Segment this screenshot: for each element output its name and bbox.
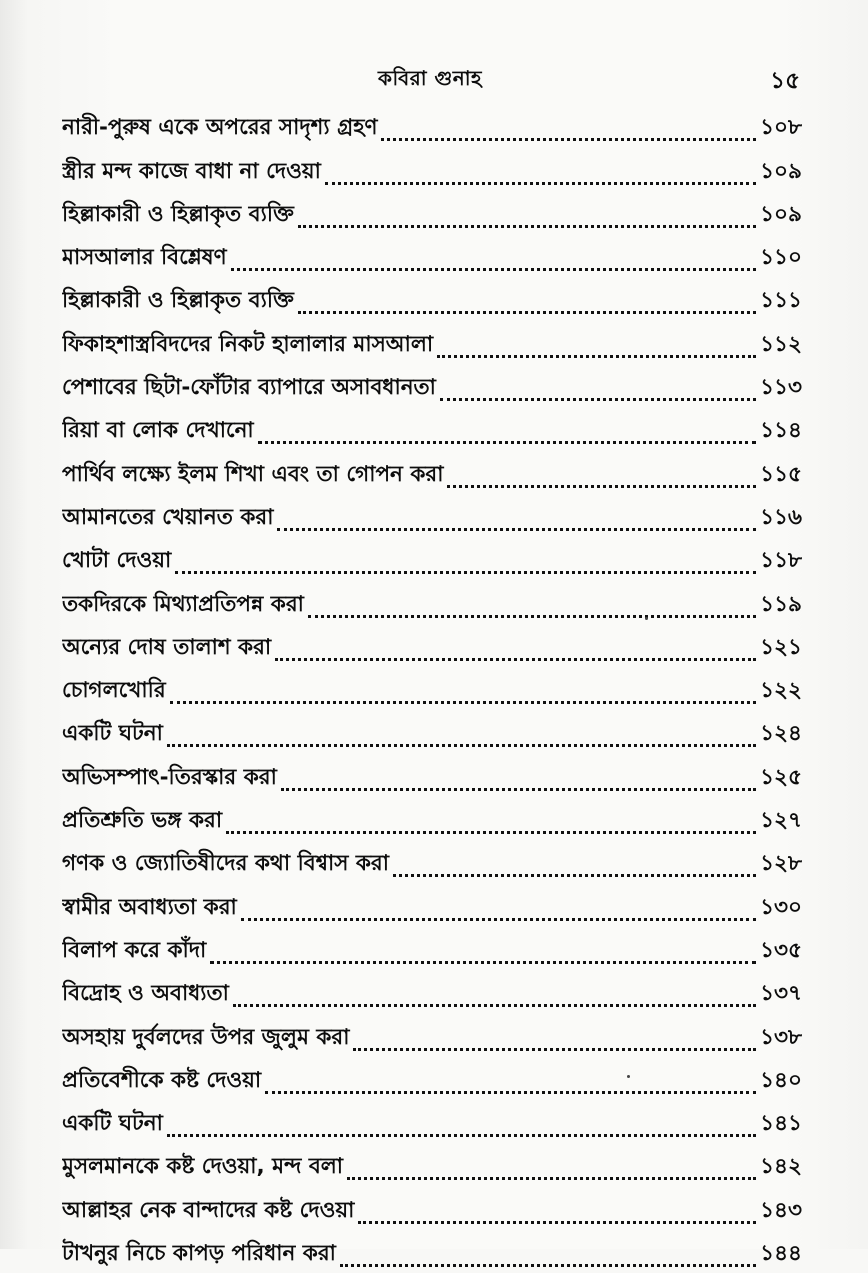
toc-entry-page: ১০৯ [760, 158, 802, 184]
toc-entry [62, 970, 802, 1013]
dot-leader [298, 225, 756, 228]
toc-entry [62, 537, 802, 580]
toc-entry [62, 450, 802, 493]
toc-entry-page: ১৩৮ [760, 1024, 802, 1050]
dot-leader [277, 528, 756, 531]
table-of-contents [62, 104, 802, 1273]
toc-entry-page: ১৩০ [760, 894, 802, 920]
dot-leader [281, 788, 756, 791]
toc-entry [62, 1186, 802, 1229]
toc-entry-title: বিদ্রোহ ও অবাধ্যতা [62, 981, 229, 1007]
toc-entry [62, 1143, 802, 1186]
dot-leader [347, 1177, 756, 1180]
toc-entry-page: ১৪০ [760, 1067, 802, 1093]
toc-entry-page: ১১৫ [760, 461, 802, 487]
toc-entry [62, 667, 802, 710]
toc-entry-page: ১১২ [760, 331, 802, 357]
dot-leader [358, 1221, 756, 1224]
dot-leader [175, 571, 756, 574]
toc-entry [62, 234, 802, 277]
toc-entry [62, 147, 802, 190]
toc-entry [62, 320, 802, 363]
running-title: কবিরা গুনাহ [377, 66, 483, 90]
toc-entry [62, 753, 802, 796]
toc-entry-page: ১৪২ [760, 1154, 802, 1180]
toc-entry-title: তকদিরকে মিথ্যাপ্রতিপন্ন করা [62, 591, 304, 617]
toc-entry-title: আমানতের খেয়ানত করা [62, 504, 274, 530]
toc-entry-title: একটি ঘটনা [62, 1111, 163, 1137]
toc-entry [62, 883, 802, 926]
toc-entry-title: মুসলমানকে কষ্ট দেওয়া, মন্দ বলা [62, 1154, 344, 1180]
toc-entry-page: ১১০ [760, 245, 802, 271]
toc-entry-title: বিলাপ করে কাঁদা [62, 937, 207, 963]
toc-entry-page: ১২৫ [760, 764, 802, 790]
dot-leader [437, 355, 756, 358]
toc-entry-title: একটি ঘটনা [62, 721, 163, 747]
toc-entry-page: ১৪১ [760, 1111, 802, 1137]
dot-leader [298, 311, 756, 314]
toc-entry-title: পার্থিব লক্ষ্যে ইলম শিখা এবং তা গোপন করা [62, 461, 444, 487]
page-header [60, 60, 800, 96]
toc-entry-title: মাসআলার বিশ্লেষণ [62, 245, 227, 271]
dot-leader [265, 1091, 756, 1094]
toc-entry-page: ১১১ [760, 288, 802, 314]
toc-entry [62, 580, 802, 623]
toc-entry-title: প্রতিশ্রুতি ভঙ্গ করা [62, 808, 223, 834]
toc-entry [62, 710, 802, 753]
toc-entry-page: ১০৮ [760, 115, 802, 141]
toc-entry-page: ১৪৩ [760, 1197, 802, 1223]
print-speck [645, 617, 648, 620]
toc-entry [62, 927, 802, 970]
dot-leader [226, 831, 756, 834]
toc-entry-page: ১১৩ [760, 375, 802, 401]
dot-leader [447, 485, 756, 488]
toc-entry-title: অন্যের দোষ তালাশ করা [62, 634, 272, 660]
toc-entry-title: অসহায় দুর্বলদের উপর জুলুম করা [62, 1024, 350, 1050]
dot-leader [241, 918, 756, 921]
toc-entry [62, 364, 802, 407]
print-speck [627, 1075, 630, 1078]
toc-entry-title: টাখনুর নিচে কাপড় পরিধান করা [62, 1241, 336, 1267]
toc-entry-title: স্ত্রীর মন্দ কাজে বাধা না দেওয়া [62, 158, 321, 184]
dot-leader [353, 1048, 756, 1051]
toc-entry-page: ১১৮ [760, 548, 802, 574]
toc-entry [62, 1230, 802, 1273]
toc-entry [62, 1100, 802, 1143]
toc-entry-page: ১১৪ [760, 418, 802, 444]
toc-entry-page: ১৪৪ [760, 1241, 802, 1267]
toc-entry-title: আল্লাহর নেক বান্দাদের কষ্ট দেওয়া [62, 1197, 355, 1223]
toc-entry [62, 191, 802, 234]
toc-entry-title: পেশাবের ছিটা-ফোঁটার ব্যাপারে অসাবধানতা [62, 375, 436, 401]
toc-entry-page: ১১৬ [760, 504, 802, 530]
toc-entry-page: ১২৪ [760, 721, 802, 747]
dot-leader [233, 1004, 756, 1007]
dot-leader [381, 138, 756, 141]
dot-leader [231, 268, 756, 271]
dot-leader [308, 615, 756, 618]
dot-leader [275, 658, 756, 661]
toc-entry [62, 1013, 802, 1056]
dot-leader [393, 874, 756, 877]
toc-entry [62, 1057, 802, 1100]
dot-leader [258, 441, 757, 444]
dot-leader [340, 1264, 756, 1267]
dot-leader [167, 744, 756, 747]
toc-entry-page: ১২৭ [760, 808, 802, 834]
toc-entry-title: হিল্লাকারী ও হিল্লাকৃত ব্যক্তি [62, 201, 294, 227]
page-number: ১৫ [770, 68, 800, 94]
toc-entry-page: ১০৯ [760, 201, 802, 227]
toc-entry-title: চোগলখোরি [62, 678, 166, 704]
dot-leader [210, 961, 756, 964]
toc-entry-title: রিয়া বা লোক দেখানো [62, 418, 254, 444]
toc-entry-title: খোটা দেওয়া [62, 548, 172, 574]
dot-leader [170, 701, 756, 704]
toc-entry-title: গণক ও জ্যোতিষীদের কথা বিশ্বাস করা [62, 851, 389, 877]
toc-entry-title: স্বামীর অবাধ্যতা করা [62, 894, 237, 920]
toc-entry [62, 407, 802, 450]
toc-entry-page: ১১৯ [760, 591, 802, 617]
toc-entry [62, 104, 802, 147]
toc-entry-title: নারী-পুরুষ একে অপরের সাদৃশ্য গ্রহণ [62, 115, 378, 141]
toc-entry-page: ১২৮ [760, 851, 802, 877]
toc-entry-title: ফিকাহশাস্ত্রবিদদের নিকট হালালার মাসআলা [62, 331, 434, 357]
dot-leader [167, 1134, 756, 1137]
toc-entry-title: প্রতিবেশীকে কষ্ট দেওয়া [62, 1067, 262, 1093]
toc-entry [62, 797, 802, 840]
toc-entry [62, 494, 802, 537]
dot-leader [325, 182, 756, 185]
toc-entry [62, 624, 802, 667]
toc-entry-page: ১২১ [760, 634, 802, 660]
toc-entry [62, 277, 802, 320]
toc-entry-page: ১২২ [760, 678, 802, 704]
toc-entry-page: ১৩৫ [760, 937, 802, 963]
toc-entry [62, 840, 802, 883]
dot-leader [440, 398, 756, 401]
toc-entry-title: অভিসম্পাৎ-তিরস্কার করা [62, 764, 277, 790]
toc-entry-page: ১৩৭ [760, 981, 802, 1007]
toc-entry-title: হিল্লাকারী ও হিল্লাকৃত ব্যক্তি [62, 288, 294, 314]
